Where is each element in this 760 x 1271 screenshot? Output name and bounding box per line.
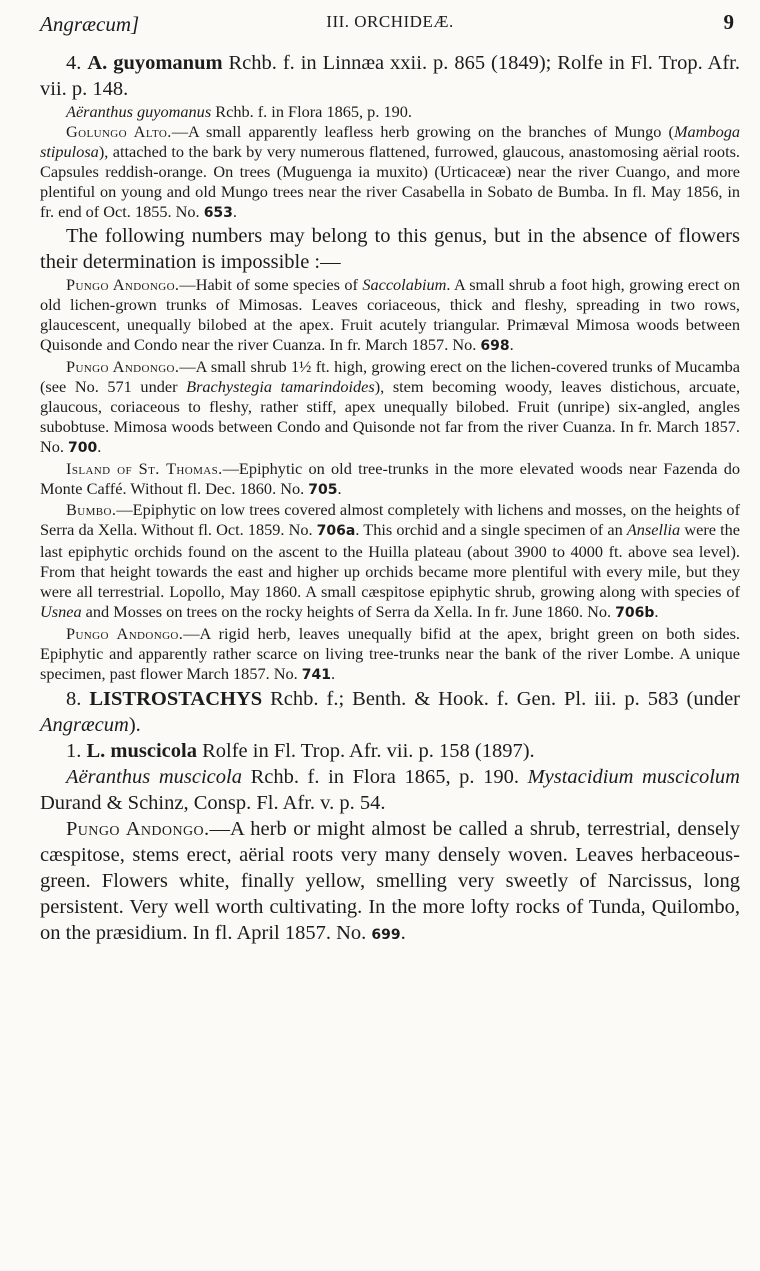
genus-heading-listrostachys: 8. LISTROSTACHYS Rchb. f.; Benth. & Hook. f. Gen. Pl. iii. p. 583 (under Angræcum). — [40, 687, 740, 736]
genus-number: 8. — [66, 687, 82, 710]
species-number: 4. — [66, 52, 82, 74]
page-number: 9 — [723, 10, 734, 34]
species-citation: Rchb. f. in Linnæa xxii. p. 865 (1849); Rolfe in Fl. Trop. Afr. vii. p. 148. — [40, 52, 740, 100]
species-synonyms: Aëranthus muscicola Rchb. f. in Flora 1865, p. 190. Mystacidium muscicolum Durand & Schinz, Consp. Fl. Afr. v. p. 54. — [40, 765, 740, 814]
specimen-record-741: Pungo Andongo.—A rigid herb, leaves unequally bifid at the apex, bright green on both sides. Epiphytic and apparently rather scarce on living tree-trunks near the bank of the river Lombe. A unique specimen, past flower March 1857. No. 741. — [40, 623, 740, 683]
specimen-record-653: Golungo Alto.—A small apparently leafless herb growing on the branches of Mungo (Mamboga stipulosa), attached to the bark by very numerous flattened, furrowed, glaucous, anastomosing aërial roots. Capsules reddish-orange. On trees (Muguenga ia muxito) (Urticaceæ) near the river Cuango, and more plentiful on young and old Mungo trees near the river Casabella in Sobato de Bumba. In fl. May 1856, in fr. end of Oct. 1855. No. 653. — [40, 121, 741, 221]
locality: Golungo Alto. — [66, 121, 172, 141]
species-number: 1. — [66, 739, 82, 762]
running-head-genus: Angræcum] — [40, 12, 140, 36]
locality: Pungo Andongo. — [66, 623, 184, 643]
locality: Island of St. Thomas. — [66, 458, 223, 478]
specimen-record-698: Pungo Andongo.—Habit of some species of Saccolabium. A small shrub a foot high, growing erect on old lichen-grown trunks of Mimosas. Leaves coriaceous, thick and fleshy, spreading in two rows, glaucescent, unequally bilobed at the apex. Fruit acutely triangular. Primæval Mimosa woods between Quisonde and Condo near the river Cuanza. In fr. March 1857. No. 698. — [40, 275, 741, 355]
locality: Pungo Andongo. — [66, 275, 180, 295]
species-heading-muscicola — [40, 738, 740, 764]
specimen-record-705: Island of St. Thomas.—Epiphytic on old tree-trunks in the more elevated woods near Fazenda do Monte Caffé. Without fl. Dec. 1860. No. 705. — [40, 458, 741, 498]
collection-number: 653 — [203, 204, 233, 221]
collection-number: 741 — [301, 666, 332, 683]
collection-number: 705 — [308, 481, 338, 498]
uncertain-numbers-intro: The following numbers may belong to this genus, but in the absence of flowers their determination is impossible :— — [40, 225, 740, 274]
specimen-record-700: Pungo Andongo.—A small shrub 1½ ft. high, growing erect on the lichen-covered trunks of Mucamba (see No. 571 under Brachystegia tamarindoides), stem becoming woody, leaves distichous, arcuate, glaucous, coriaceous to fleshy, rather stiff, apex unequally bilobed. Fruit (unripe) six-angled, angles subobtuse. Mimosa woods between Condo and Quisonde not far from the river Cuanza. In fr. March 1857. No. 700. — [40, 357, 741, 456]
species-synonym: Aëranthus guyomanus Rchb. f. in Flora 1865, p. 190. — [66, 102, 412, 121]
species-heading-guyomanum — [40, 50, 740, 102]
collection-number: 706b — [615, 604, 655, 621]
running-head — [40, 10, 740, 40]
species-citation: Rolfe in Fl. Trop. Afr. vii. p. 158 (1897). — [196, 739, 535, 762]
specimen-record-699: Pungo Andongo.—A herb or might almost be called a shrub, terrestrial, densely cæspitose, stems erect, aërial roots very many densely woven. Leaves herbaceous-green. Flowers white, finally yellow, smelling very sweetly of Narcissus, long persistent. Very well worth cultivating. In the more lofty rocks of Tunda, Quilombo, on the præsidium. In fl. April 1857. No. 699. — [40, 817, 740, 944]
species-name: L. muscicola — [86, 739, 197, 762]
specimen-record-706: Bumbo.—Epiphytic on low trees covered almost completely with lichens and mosses, on the heights of Serra da Xella. Without fl. Oct. 1859. No. 706a. This orchid and a single specimen of an Ansellia were the last epiphytic orchids found on the ascent to the Huilla plateau (about 3900 to 4000 ft. above sea level). From that height towards the east and higher up orchids became more plentiful with every mile, but they were all terrestrial. Lopollo, May 1860. A small cæspitose epiphytic shrub, growing along with species of Usnea and Mosses on trees on the rocky heights of Serra da Xella. In fr. June 1860. No. 706b. — [40, 500, 740, 621]
locality: Pungo Andongo. — [66, 357, 180, 377]
collection-number: 699 — [371, 926, 401, 943]
page-body — [40, 50, 740, 948]
genus-name: LISTROSTACHYS — [89, 687, 263, 710]
species-name: A. guyomanum — [87, 52, 223, 74]
locality: Bumbo. — [66, 500, 117, 520]
running-head-family: III. ORCHIDEÆ. — [326, 12, 454, 31]
collection-number: 700 — [68, 439, 98, 456]
locality: Pungo Andongo. — [66, 817, 210, 840]
collection-number: 706a — [316, 523, 356, 540]
collection-number: 698 — [480, 338, 510, 355]
